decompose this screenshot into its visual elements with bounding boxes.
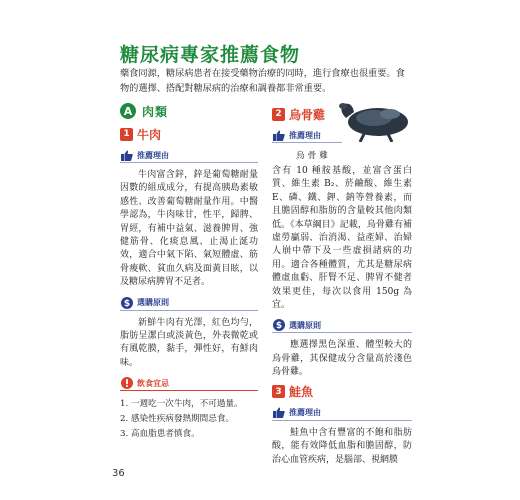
warning-icon <box>120 377 133 390</box>
section-heading <box>120 102 258 120</box>
food-name: 牛肉 <box>137 127 162 142</box>
page-title: 糖尿病專家推薦食物 <box>120 44 301 66</box>
page-number: 36 <box>112 468 125 479</box>
fish-reason-text: 鮭魚中含有豐富的不飽和脂肪酸，能有效降低血脂和膽固醇，防治心血管疾病，是腦部、視網膜 <box>272 427 412 465</box>
thumbs-up-icon <box>272 406 285 419</box>
svg-text:$: $ <box>123 298 130 309</box>
right-column <box>272 102 412 471</box>
dollar-icon <box>120 296 133 309</box>
subheading-label: 推薦理由 <box>289 408 321 418</box>
thumbs-up-icon <box>120 149 133 162</box>
subheading-select <box>272 318 412 333</box>
food-heading-fish <box>272 384 412 400</box>
food-name: 鮭魚 <box>289 385 314 400</box>
food-number-badge: 2 <box>272 108 285 121</box>
subheading-label: 選購原則 <box>137 298 169 308</box>
left-column <box>120 102 258 442</box>
subheading-reason <box>272 128 342 143</box>
subheading-label: 推薦理由 <box>289 130 321 140</box>
list-item: 2. 感染性疾病發熱期間忌食。 <box>120 414 235 425</box>
food-name: 烏骨雞 <box>289 107 326 122</box>
food-heading-chicken <box>272 106 412 122</box>
food-number-badge: 1 <box>120 128 133 141</box>
chicken-reason-text: 含有 10 種胺基酸，並富含蛋白質、維生素 B₂、菸鹼酸、維生素 E、磷、鐵、鉀、鈉等營養素，而且膽固醇和脂肪的含量較其他肉類低。《本草綱目》記載，烏骨雞有補虛勞贏弱、治消渴、益產婦、治婦人崩中帶下及一些虛損諸病的功用。適合各種體質，尤其是糖尿病體虛血虧、肝腎不足、脾胃不健者效果更佳，每次以食用 150g 為宜。 <box>272 166 412 311</box>
beef-reason-text: 牛肉富含鋅，鋅是葡萄糖耐量因數的組成成分，有提高胰島素敏感性、改善葡萄糖耐量作用。中醫學認為，牛肉味甘，性平，歸脾、胃經，有補中益氣、滋養脾胃、強健筋骨、化痰息風、止渴止涎功效，適合中氣下陷、氣短體虛、筋骨痠軟、貧血久病及面黃目眩，以及糖尿病脾胃不足者。 <box>120 170 258 288</box>
subheading-select <box>120 296 258 311</box>
subheading-avoid <box>120 376 258 391</box>
section-letter-badge: A <box>120 103 136 119</box>
beef-select-text: 新鮮牛肉有光澤，紅色均勻，脂肪呈潔白或淡黃色，外表微乾或有風乾膜，黏手，彈性好，有鮮肉味。 <box>120 317 258 368</box>
subheading-label: 推薦理由 <box>137 150 169 160</box>
subheading-label: 選購原則 <box>289 320 321 330</box>
list-item: 3. 高血脂患者慎食。 <box>120 429 200 440</box>
list-item: 1. 一週吃一次牛肉，不可過量。 <box>120 399 243 410</box>
image-caption: 烏骨雞 <box>296 151 331 161</box>
subheading-reason <box>120 148 258 163</box>
section-label: 肉類 <box>142 104 169 119</box>
subheading-label: 飲食宜忌 <box>137 378 169 388</box>
thumbs-up-icon <box>272 129 285 142</box>
svg-text:$: $ <box>275 321 282 332</box>
food-number-badge: 3 <box>272 385 285 398</box>
food-heading-beef <box>120 126 258 142</box>
chicken-select-text: 應選擇黑色深重、體型較大的烏骨雞，其保健成分含量高於淺色烏骨雞。 <box>272 340 412 378</box>
subheading-reason <box>272 406 412 421</box>
intro-text: 藥食同源，糖尿病患者在接受藥物治療的同時，進行食療也很重要。食物的選擇、搭配對糖尿病的治療和調養都非常重要。 <box>120 68 405 94</box>
dollar-icon <box>272 319 285 332</box>
